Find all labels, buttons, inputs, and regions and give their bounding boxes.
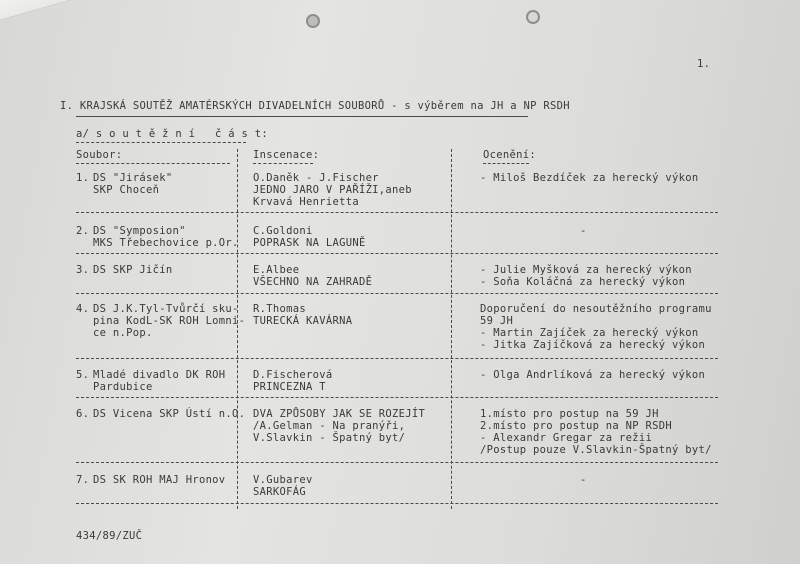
header-divider	[76, 163, 230, 164]
ensemble-cell-line: DS "Jirásek"	[93, 172, 173, 184]
ensemble-cell-line: SKP Choceň	[93, 184, 160, 196]
header-divider	[483, 163, 529, 164]
production-cell-line: SARKOFÁG	[253, 486, 306, 498]
column-header-award: Ocenění:	[483, 149, 536, 161]
award-cell-line: -	[580, 474, 587, 486]
punch-hole	[526, 10, 540, 24]
ensemble-cell-line: DS Vicena SKP Ústí n.O.	[93, 408, 246, 420]
section-label: a/ s o u t ě ž n í č á s t:	[76, 128, 269, 140]
row-separator	[76, 397, 718, 398]
ensemble-cell-line: pina KodL-SK ROH Lomni-	[93, 315, 246, 327]
award-cell	[480, 408, 712, 456]
award-cell-line: Doporučení do nesoutěžního programu	[480, 303, 712, 315]
production-cell	[253, 474, 313, 498]
production-cell	[253, 264, 372, 288]
ensemble-cell-line: MKS Třebechovice p.Or.	[93, 237, 239, 249]
page-number: 1.	[697, 58, 711, 70]
column-header-ensemble: Soubor:	[76, 149, 123, 161]
award-cell-line: - Julie Myšková za herecký výkon	[480, 264, 692, 276]
award-cell-line: - Miloš Bezdíček za herecký výkon	[480, 172, 699, 184]
row-number: 1.	[76, 172, 90, 184]
ensemble-cell	[93, 408, 245, 420]
production-cell	[253, 408, 425, 444]
production-cell-line: V.Slavkin - Špatný byt/	[253, 432, 406, 444]
production-cell-line: E.Albee	[253, 264, 300, 276]
row-separator	[76, 293, 718, 294]
production-cell-line: VŠECHNO NA ZAHRADĚ	[253, 276, 373, 288]
award-cell-line: - Jitka Zajíčková za herecký výkon	[480, 339, 706, 351]
column-header-production: Inscenace:	[253, 149, 320, 161]
row-separator	[76, 212, 718, 213]
award-cell	[580, 225, 587, 237]
award-cell-line: 2.místo pro postup na NP RSDH	[480, 420, 673, 432]
row-number: 6.	[76, 408, 90, 420]
award-cell-line: - Martin Zajíček za herecký výkon	[480, 327, 699, 339]
ensemble-cell-line: DS J.K.Tyl-Tvůrčí sku-	[93, 303, 239, 315]
production-cell-line: C.Goldoni	[253, 225, 313, 237]
ensemble-cell-line: Mladé divadlo DK ROH	[93, 369, 226, 381]
heading-underline	[76, 116, 528, 117]
award-cell	[480, 172, 699, 184]
award-cell-line: - Alexandr Gregar za režii	[480, 432, 653, 444]
section-underline	[76, 142, 246, 143]
award-cell-line: -	[580, 225, 587, 237]
row-number: 4.	[76, 303, 90, 315]
award-cell-line: 59 JH	[480, 315, 514, 327]
production-cell-line: /A.Gelman - Na pranýři,	[253, 420, 406, 432]
ensemble-cell	[93, 474, 225, 486]
production-cell	[253, 303, 352, 327]
row-separator	[76, 358, 718, 359]
ensemble-cell	[93, 225, 239, 249]
award-cell-line: - Olga Andrlíková za herecký výkon	[480, 369, 706, 381]
row-number: 3.	[76, 264, 90, 276]
production-cell-line: TURECKÁ KAVÁRNA	[253, 315, 353, 327]
production-cell	[253, 172, 412, 208]
reference-number: 434/89/ZUČ	[76, 530, 143, 542]
production-cell-line: O.Daněk - J.Fischer	[253, 172, 379, 184]
ensemble-cell	[93, 369, 225, 393]
award-cell	[580, 474, 587, 486]
award-cell	[480, 369, 705, 381]
row-separator	[76, 253, 718, 254]
punch-hole	[306, 14, 320, 28]
row-number: 5.	[76, 369, 90, 381]
ensemble-cell-line: DS SK ROH MAJ Hronov	[93, 474, 226, 486]
production-cell-line: DVA ZPŮSOBY JAK SE ROZEJÍT	[253, 408, 426, 420]
production-cell-line: R.Thomas	[253, 303, 306, 315]
ensemble-cell	[93, 264, 172, 276]
production-cell-line: V.Gubarev	[253, 474, 313, 486]
row-number: 2.	[76, 225, 90, 237]
ensemble-cell-line: DS SKP Jičín	[93, 264, 173, 276]
production-cell	[253, 225, 366, 249]
production-cell-line: JEDNO JARO V PAŘÍŽI,aneb	[253, 184, 412, 196]
award-cell-line: 1.místo pro postup na 59 JH	[480, 408, 659, 420]
column-divider	[451, 149, 452, 509]
ensemble-cell-line: Pardubice	[93, 381, 153, 393]
production-cell-line: D.Fischerová	[253, 369, 333, 381]
document-heading: I. KRAJSKÁ SOUTĚŽ AMATÉRSKÝCH DIVADELNÍCH SOUBORŮ - s výběrem na JH a NP RSDH	[60, 100, 570, 112]
row-separator	[76, 462, 718, 463]
production-cell-line: Krvavá Henrietta	[253, 196, 359, 208]
ensemble-cell	[93, 303, 245, 339]
award-cell	[480, 264, 692, 288]
production-cell-line: POPRASK NA LAGUNĚ	[253, 237, 366, 249]
ensemble-cell-line: ce n.Pop.	[93, 327, 153, 339]
award-cell-line: - Soňa Koláčná za herecký výkon	[480, 276, 686, 288]
production-cell	[253, 369, 332, 393]
award-cell	[480, 303, 712, 351]
ensemble-cell	[93, 172, 172, 196]
production-cell-line: PRINCEZNA T	[253, 381, 326, 393]
row-number: 7.	[76, 474, 90, 486]
row-separator	[76, 503, 718, 504]
ensemble-cell-line: DS "Symposion"	[93, 225, 186, 237]
award-cell-line: /Postup pouze V.Slavkin-Špatný byt/	[480, 444, 712, 456]
header-divider	[253, 163, 313, 164]
